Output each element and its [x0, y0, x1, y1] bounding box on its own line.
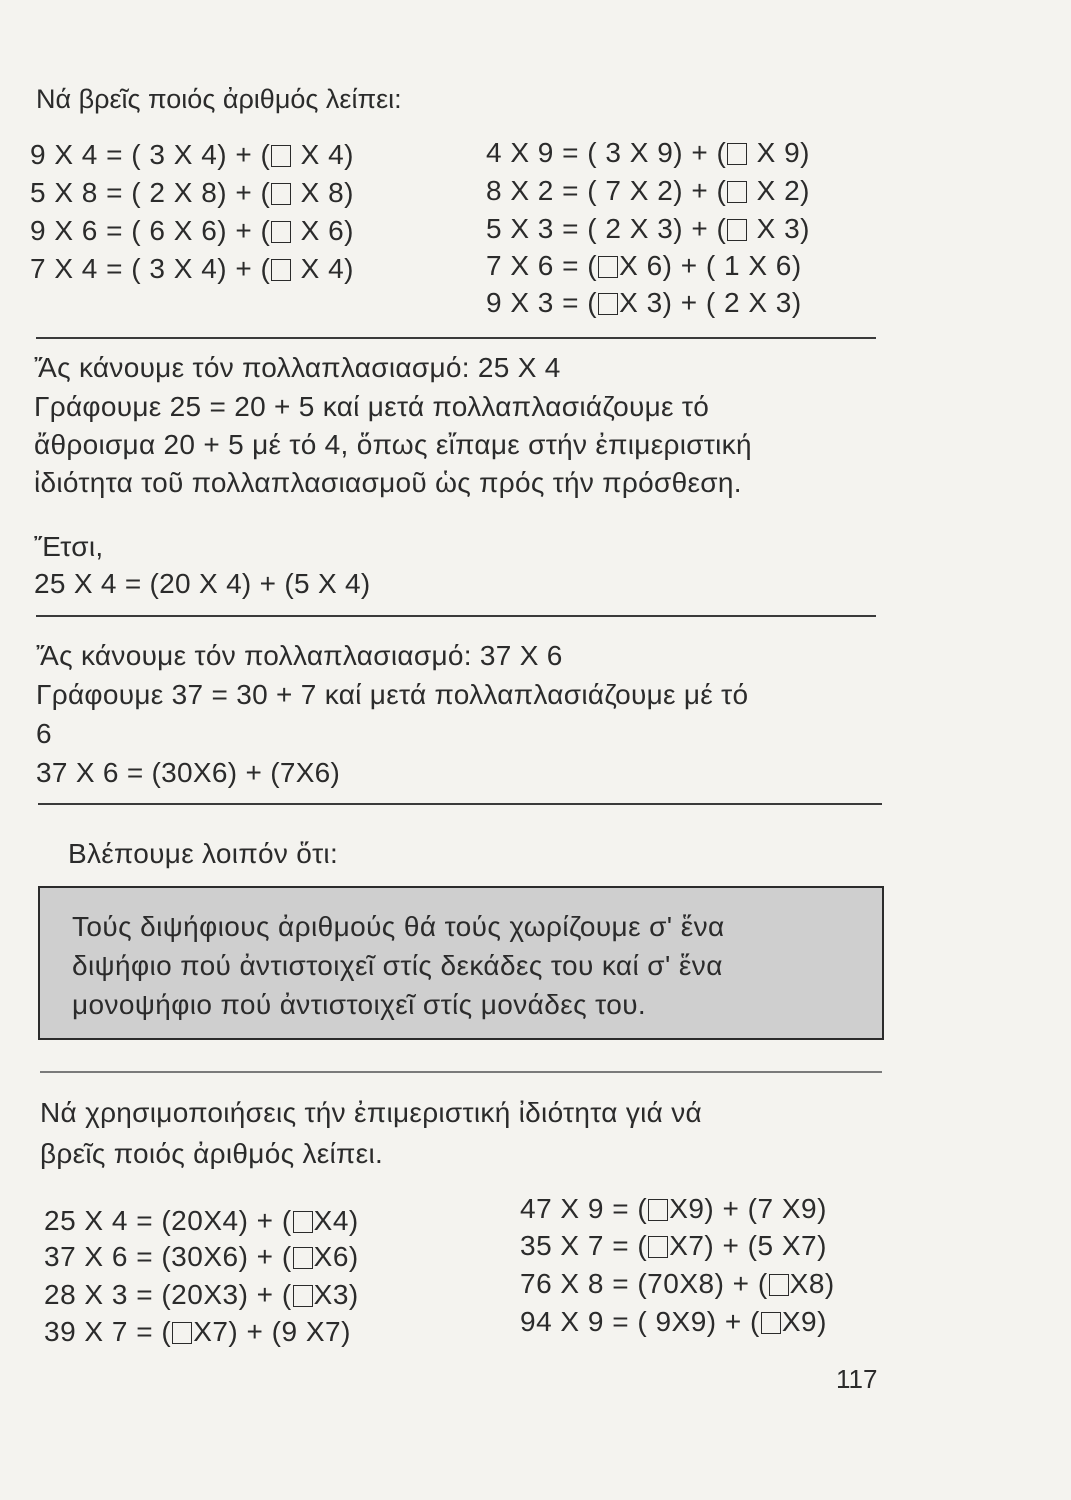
divider — [36, 337, 876, 339]
blank-box[interactable] — [727, 181, 747, 203]
divider — [36, 615, 876, 617]
example-heading-2: Ἄς κάνουμε τόν πολλαπλασιασμό: 37 X 6 — [36, 640, 563, 671]
paragraph-line: ἰδιότητα τοῦ πολλαπλασιασμοῦ ὡς πρός τήν πρόσθεση. — [34, 467, 742, 498]
equation-row: 25 X 4 = (20X4) + ( X4) — [44, 1205, 359, 1236]
rule-box — [38, 886, 884, 1040]
blank-box[interactable] — [769, 1274, 789, 1296]
blank-box[interactable] — [648, 1236, 668, 1258]
conclusion-lead: Βλέπουμε λοιπόν ὅτι: — [68, 838, 339, 869]
rule-line: Τούς διψήφιους ἀριθμούς θά τούς χωρίζουμε σ' ἕνα — [72, 911, 725, 942]
paragraph-line: ἄθροισμα 20 + 5 μέ τό 4, ὅπως εἴπαμε στήν ἐπιμεριστική — [34, 429, 752, 460]
example-heading-1: Ἄς κάνουμε τόν πολλαπλασιασμό: 25 X 4 — [34, 352, 561, 383]
equation-row: 4 X 9 = ( 3 X 9) + ( X 9) — [486, 137, 810, 168]
equation-row: 28 X 3 = (20X3) + ( X3) — [44, 1279, 359, 1310]
paragraph-line: Ἔτσι, — [34, 531, 104, 562]
rule-line: μονοψήφιο πού ἀντιστοιχεῖ στίς μονάδες του. — [72, 989, 647, 1020]
blank-box[interactable] — [293, 1211, 313, 1233]
blank-box[interactable] — [727, 219, 747, 241]
blank-box[interactable] — [172, 1322, 192, 1344]
blank-box[interactable] — [648, 1199, 668, 1221]
instruction-1: Νά βρεῖς ποιός ἀριθμός λείπει: — [36, 84, 402, 114]
rule-line: διψήφιο πού ἀντιστοιχεῖ στίς δεκάδες του καί σ' ἕνα — [72, 950, 723, 981]
instruction-2-line: βρεῖς ποιός ἀριθμός λείπει. — [40, 1138, 384, 1169]
example-result-1: 25 X 4 = (20 X 4) + (5 X 4) — [34, 568, 371, 599]
paragraph-line: 6 — [36, 718, 52, 749]
equation-row: 39 X 7 = ( X7) + (9 X7) — [44, 1316, 351, 1347]
divider — [38, 803, 882, 805]
equation-row: 47 X 9 = ( X9) + (7 X9) — [520, 1193, 827, 1224]
blank-box[interactable] — [598, 256, 618, 278]
equation-row: 37 X 6 = (30X6) + ( X6) — [44, 1241, 359, 1272]
instruction-2-line: Νά χρησιμοποιήσεις τήν ἐπιμεριστική ἰδιότητα γιά νά — [40, 1097, 702, 1128]
blank-box[interactable] — [271, 221, 291, 243]
blank-box[interactable] — [271, 145, 291, 167]
paragraph-line: Γράφουμε 25 = 20 + 5 καί μετά πολλαπλασιάζουμε τό — [34, 391, 710, 422]
blank-box[interactable] — [293, 1285, 313, 1307]
page-number: 117 — [836, 1364, 878, 1394]
blank-box[interactable] — [271, 259, 291, 281]
equation-row: 9 X 3 = ( X 3) + ( 2 X 3) — [486, 287, 802, 318]
equation-row: 7 X 4 = ( 3 X 4) + ( X 4) — [30, 253, 354, 284]
blank-box[interactable] — [727, 143, 747, 165]
equation-row: 35 X 7 = ( X7) + (5 X7) — [520, 1230, 827, 1261]
equation-row: 76 X 8 = (70X8) + ( X8) — [520, 1268, 835, 1299]
divider — [40, 1071, 882, 1073]
equation-row: 94 X 9 = ( 9X9) + ( X9) — [520, 1306, 827, 1337]
blank-box[interactable] — [761, 1312, 781, 1334]
blank-box[interactable] — [271, 183, 291, 205]
equation-row: 9 X 4 = ( 3 X 4) + ( X 4) — [30, 139, 354, 170]
equation-row: 7 X 6 = ( X 6) + ( 1 X 6) — [486, 250, 802, 281]
paragraph-line: Γράφουμε 37 = 30 + 7 καί μετά πολλαπλασιάζουμε μέ τό — [36, 679, 749, 710]
equation-row: 5 X 3 = ( 2 X 3) + ( X 3) — [486, 213, 810, 244]
equation-row: 5 X 8 = ( 2 X 8) + ( X 8) — [30, 177, 354, 208]
blank-box[interactable] — [598, 293, 618, 315]
example-result-2: 37 X 6 = (30X6) + (7X6) — [36, 757, 341, 788]
blank-box[interactable] — [293, 1247, 313, 1269]
equation-row: 9 X 6 = ( 6 X 6) + ( X 6) — [30, 215, 354, 246]
equation-row: 8 X 2 = ( 7 X 2) + ( X 2) — [486, 175, 810, 206]
